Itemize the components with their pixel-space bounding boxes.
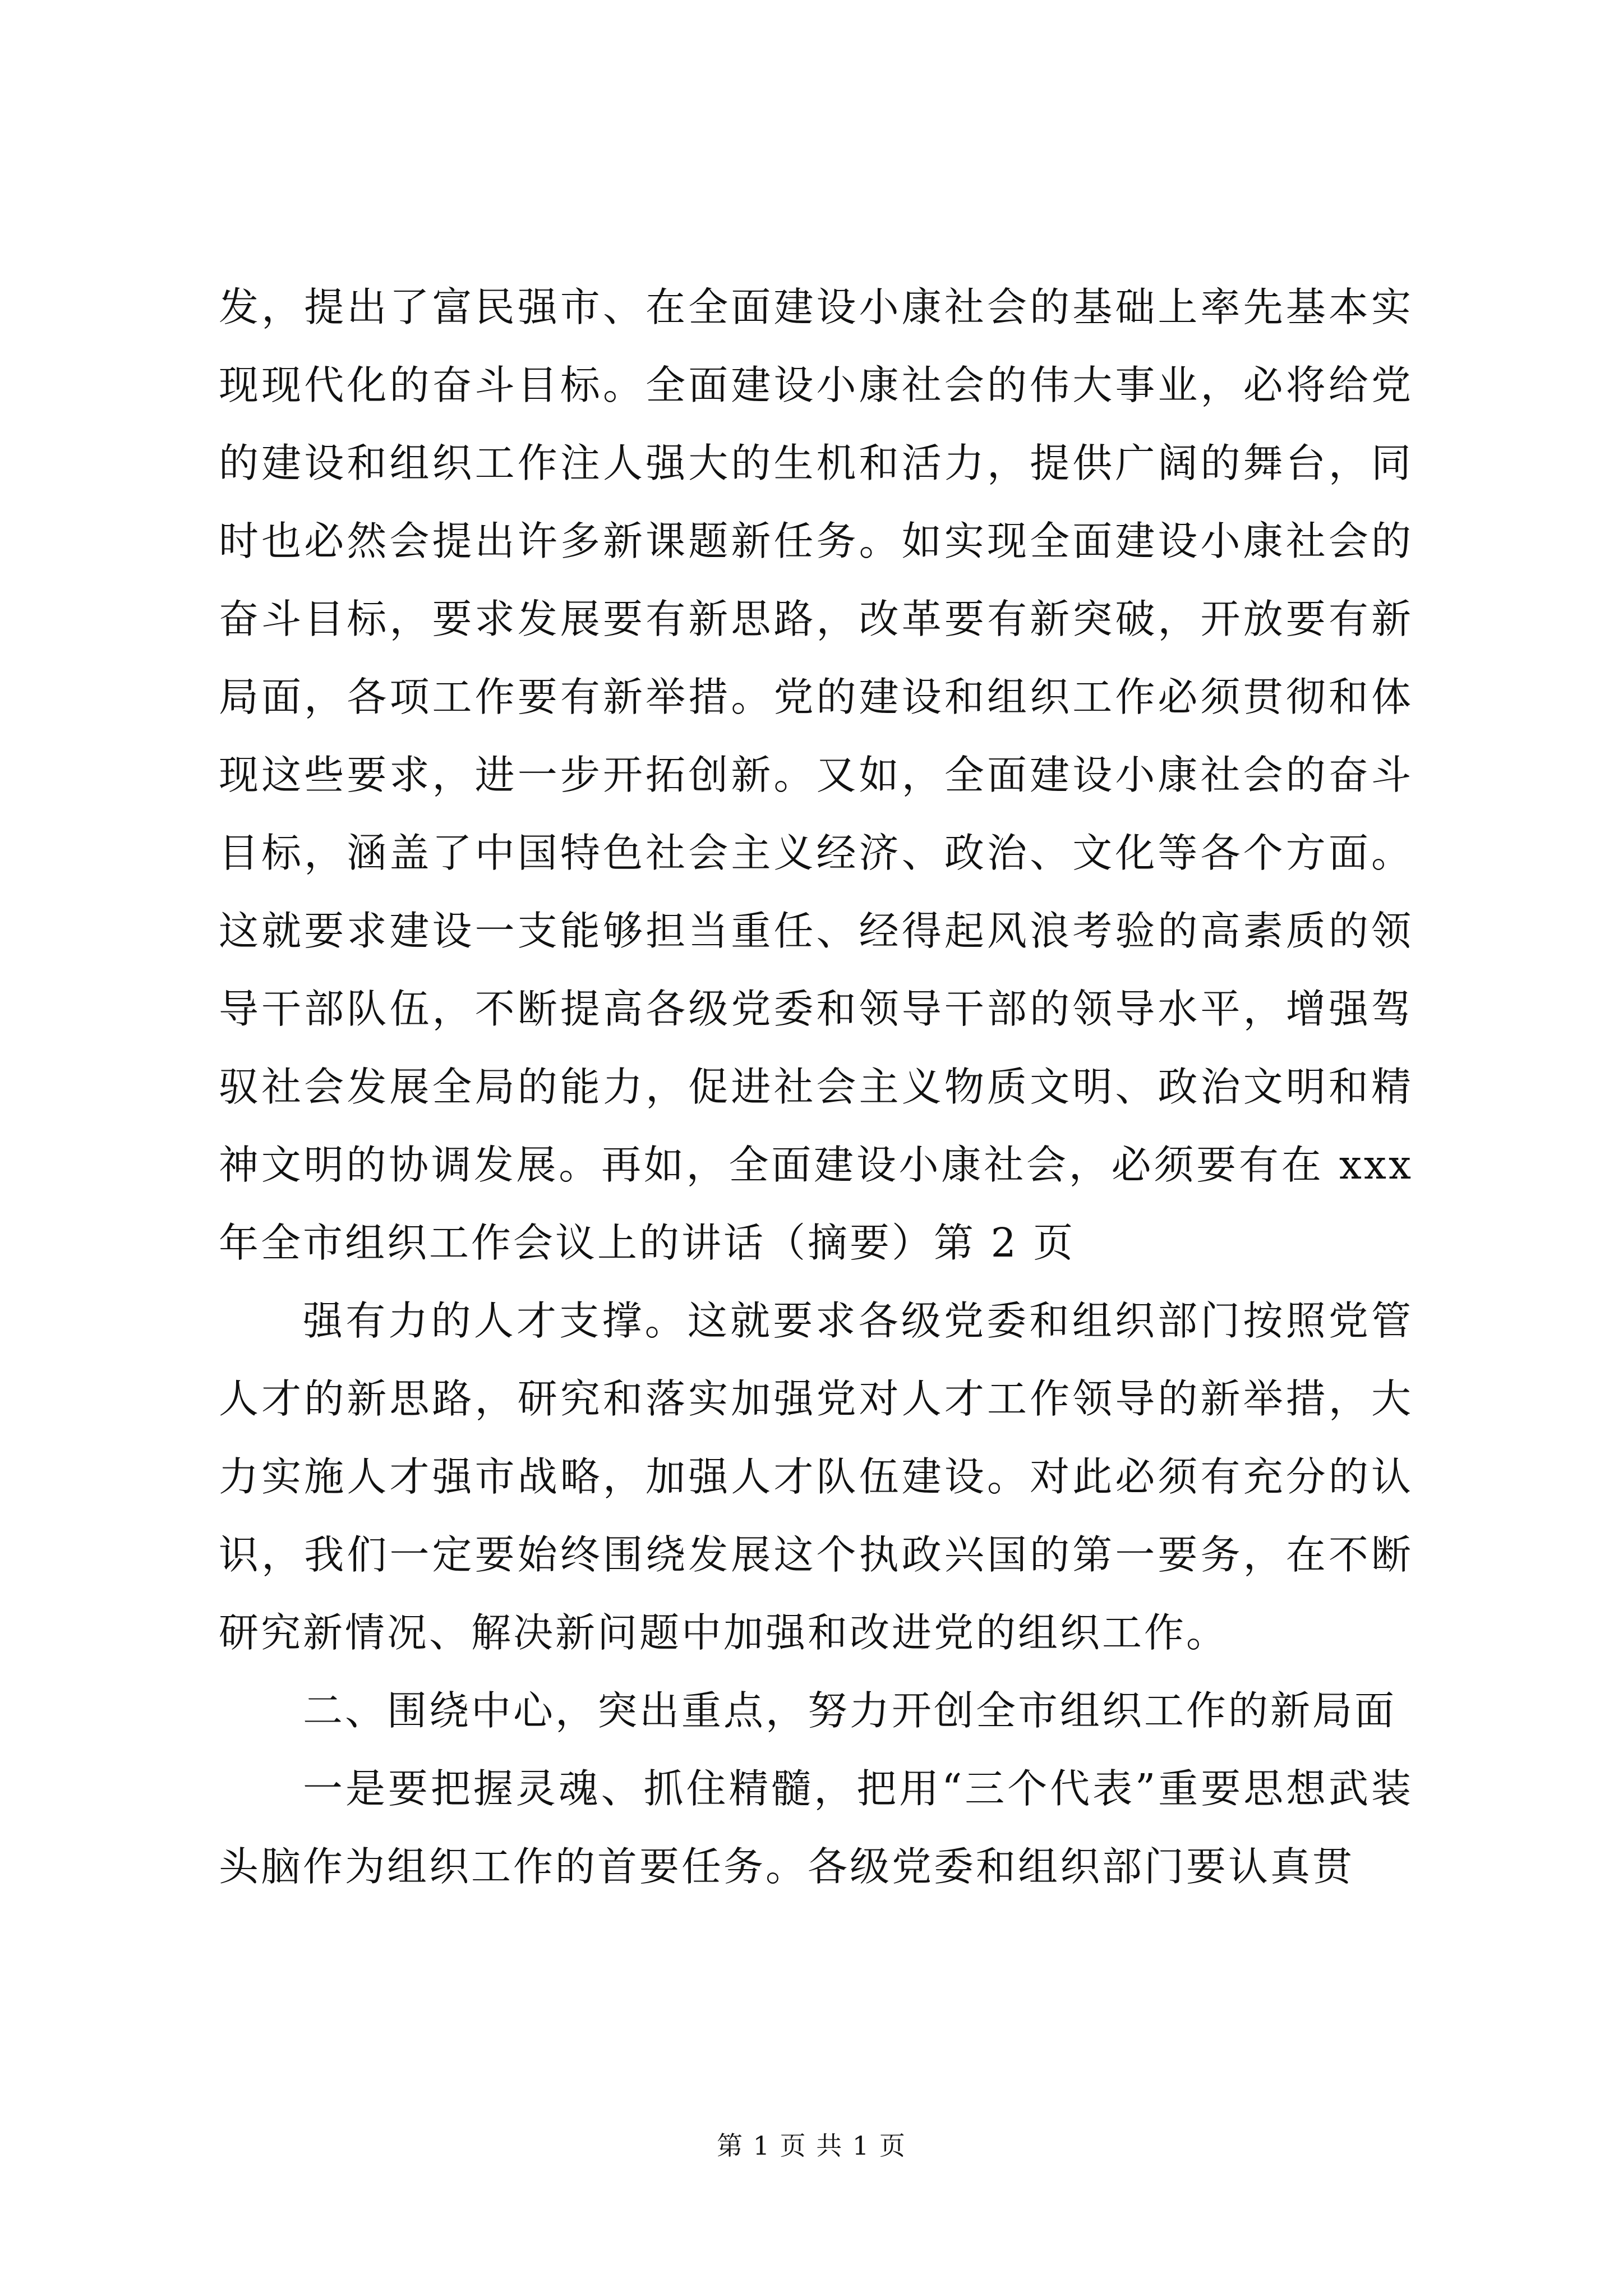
body-paragraph: 发，提出了富民强市、在全面建设小康社会的基础上率先基本实现现代化的奋斗目标。全面建设小康社会的伟大事业，必将给党的建设和组织工作注人强大的生机和活力，提供广阔的舞台，同时也必然会提出许多新课题新任务。如实现全面建设小康社会的奋斗目标，要求发展要有新思路，改革要有新突破，开放要有新局面，各项工作要有新举措。党的建设和组织工作必须贯彻和体现这些要求，进一步开拓创新。又如，全面建设小康社会的奋斗目标，涵盖了中国特色社会主义经济、政治、文化等各个方面。这就要求建设一支能够担当重任、经得起风浪考验的高素质的领导干部队伍，不断提高各级党委和领导干部的领导水平，增强驾驭社会发展全局的能力，促进社会主义物质文明、政治文明和精神文明的协调发展。再如，全面建设小康社会，必须要有在 xxx 年全市组织工作会议上的讲话（摘要）第 2 页 [219, 284, 1413, 1266]
body-paragraph: 强有力的人才支撑。这就要求各级党委和组织部门按照党管人才的新思路，研究和落实加强党对人才工作领导的新举措，大力实施人才强市战略，加强人才队伍建设。对此必须有充分的认识，我们一定要始终围绕发展这个执政兴国的第一要务，在不断研究新情况、解决新问题中加强和改进党的组织工作。 [219, 1297, 1413, 1656]
section-heading: 二、围绕中心，突出重点，努力开创全市组织工作的新局面 [303, 1687, 1397, 1734]
page-footer: 第 1 页 共 1 页 [717, 2131, 906, 2161]
document-body [219, 268, 1413, 1906]
body-paragraph: 一是要把握灵魂、抓住精髓，把用“三个代表”重要思想武装头脑作为组织工作的首要任务。各级党委和组织部门要认真贯 [219, 1765, 1413, 1890]
